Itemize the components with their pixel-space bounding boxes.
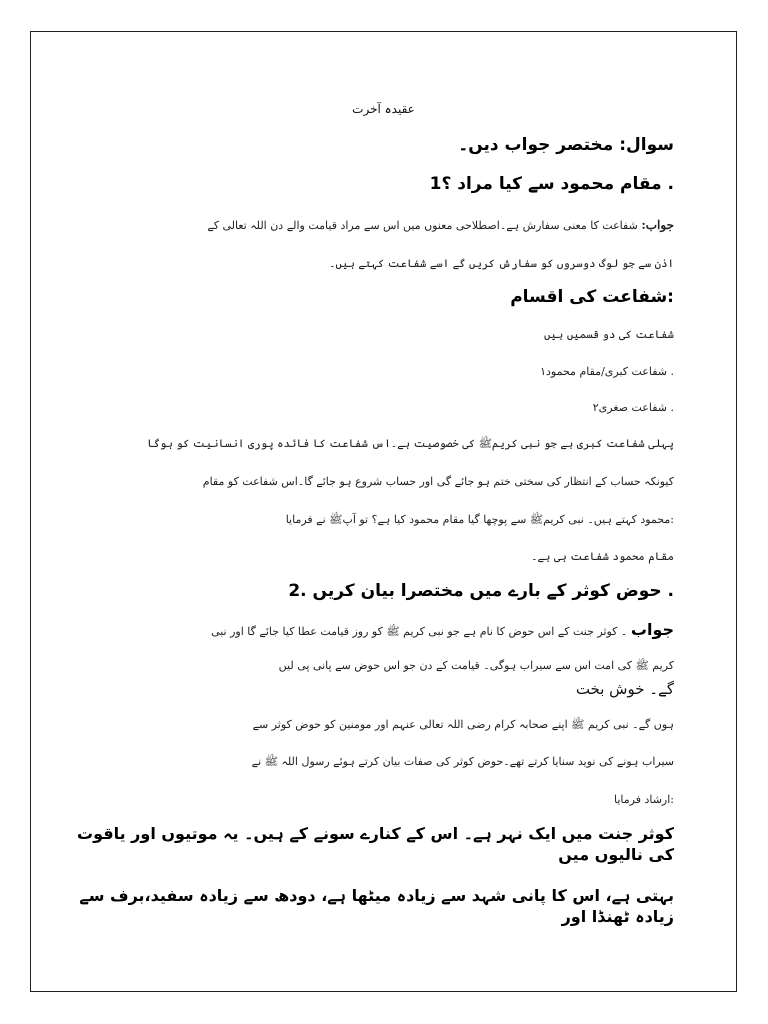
answer-2-label: جواب — [630, 620, 674, 639]
hadith-quote-1: کوثر جنت میں ایک نہر ہے۔ اس کے کنارے سونے کے ہیں۔ یہ موتیوں اور یاقوت کی نالیوں میں — [77, 824, 674, 864]
question-heading: سوال: مختصر جواب دیں۔ — [458, 135, 674, 155]
answer-2-line-4: ہوں گے۔ نبی کریم ﷺ اپنے صحابہ کرام رضی اللہ تعالی عنہم اور مومنین کو حوض کوثر سے — [252, 718, 674, 731]
paragraph-line-4: مقام محمود شفاعت ہی ہے۔ — [531, 550, 674, 563]
answer-2-line-5: سیراب ہونے کی نوید سنایا کرتے تھے۔حوض کوثر کی صفات بیان کرتے ہوئے رسول اللہ ﷺ نے — [251, 755, 674, 768]
question-1: . مقام محمود سے کیا مراد ؟1 — [429, 174, 674, 194]
answer-1-line-2: اذن سے جو لوگ دوسروں کو سفارش کریں گے اسے شفاعت کہتے ہیں۔ — [329, 257, 674, 270]
paragraph-line-1: پہلی شفاعت کبری ہے جو نبی کریمﷺ کی خصوصیت ہے۔اس شفاعت کا فائدہ پوری انسانیت کو ہوگا — [147, 437, 674, 450]
types-intro: شفاعت کی دو قسمیں ہیں — [543, 328, 674, 341]
paragraph-line-2: کیونکہ حساب کے انتظار کی سختی ختم ہو جائے گی اور حساب شروع ہو جائے گا۔اس شفاعت کو مقام — [202, 475, 674, 488]
answer-1-text: شفاعت کا معنی سفارش ہے۔اصطلاحی معنوں میں اس سے مراد قیامت والے دن اللہ تعالی کے — [207, 219, 638, 232]
answer-2-line-3: گے۔ خوش بخت — [575, 680, 674, 698]
types-heading: :شفاعت کی اقسام — [510, 287, 674, 307]
answer-2-line-2: کریم ﷺ کی امت اس سے سیراب ہوگی۔ قیامت کے دن جو اس حوض سے پانی پی لیں — [278, 659, 674, 672]
hadith-quote-2: بہتی ہے، اس کا پانی شہد سے زیادہ میٹھا ہے، دودھ سے زیادہ سفید،برف سے زیادہ ٹھنڈا اور — [79, 886, 674, 926]
answer-2-text: ۔ کوثر جنت کے اس حوض کا نام ہے جو نبی کریم ﷺ کو روز قیامت عطا کیا جائے گا اور نبی — [211, 625, 628, 638]
answer-2-line-1 — [211, 620, 674, 640]
type-1: . شفاعت کبری/مقام محمود١ — [540, 365, 674, 378]
answer-2-line-6: :ارشاد فرمایا — [613, 793, 674, 806]
answer-1-line-1 — [207, 218, 674, 233]
paragraph-line-3: :محمود کہتے ہیں۔ نبی کریمﷺ سے پوچھا گیا مقام محمود کیا ہے؟ تو آپﷺ نے فرمایا — [285, 513, 674, 526]
document-page — [30, 31, 737, 992]
question-2: . حوض کوثر کے بارے میں مختصرا بیان کریں .2 — [288, 581, 674, 601]
type-2: . شفاعت صغری٢ — [592, 401, 674, 414]
answer-1-label: جواب: — [641, 218, 674, 232]
document-title: عقیدہ آخرت — [352, 102, 415, 116]
